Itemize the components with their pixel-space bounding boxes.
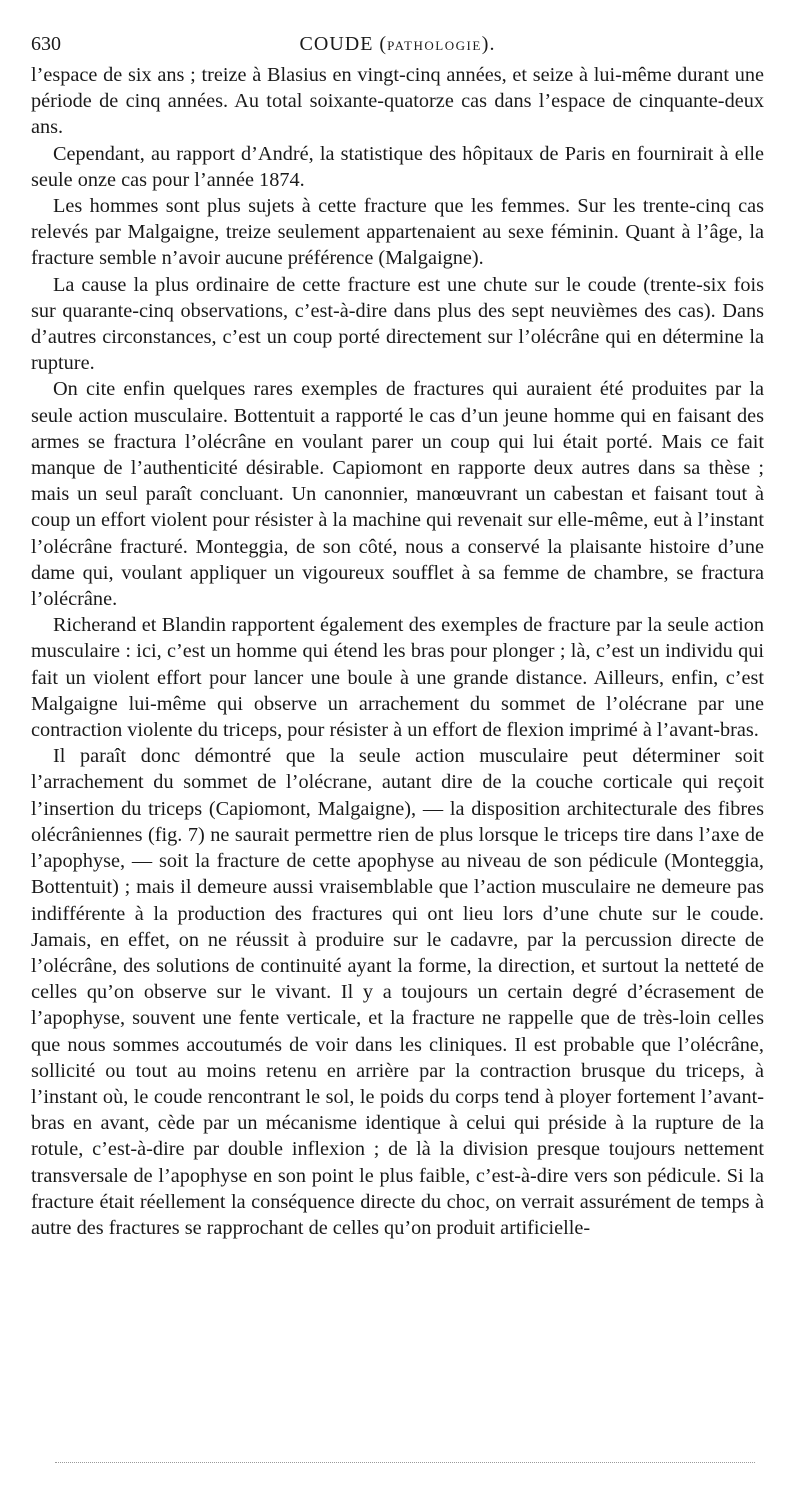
paragraph: Cependant, au rapport d’André, la statistique des hôpitaux de Paris en fournirait à elle seule onze cas pour l’année 1874. — [31, 142, 764, 191]
paragraph: On cite enfin quelques rares exemples de fractures qui auraient été produites par la seule action musculaire. Bottentuit a rapporté le cas d’un jeune homme qui en faisant des armes se fractura l’olécrâne en voulant parer un coup qui lui était porté. Mais ce fait manque de l’authenticité désirable. Capiomont en rapporte deux autres dans sa thèse ; mais un seul paraît concluant. Un canonnier, manœuvrant un cabestan et faisant tout à coup un effort violent pour résister à la machine qui revenait sur elle-même, eut à l’instant l’olécrâne fracturé. Monteggia, de son côté, nous a conservé la plaisante histoire d’une dame qui, voulant appliquer un vigoureux soufflet à sa femme de chambre, se fractura l’olécrâne. — [31, 378, 764, 611]
paragraph: Les hommes sont plus sujets à cette fracture que les femmes. Sur les trente-cinq cas relevés par Malgaigne, treize seulement appartenaient au sexe féminin. Quant à l’âge, la fracture semble n’avoir aucune préférence (Malgaigne). — [31, 195, 764, 270]
running-header — [31, 30, 764, 58]
book-page — [31, 30, 764, 1241]
paragraph: Il paraît donc démontré que la seule action musculaire peut déterminer soit l’arrachement du sommet de l’olécrane, autant dire de la couche corticale qui reçoit l’insertion du triceps (Capiomont, Malgaigne), — la disposition architecturale des fibres olécrâniennes (fig. 7) ne saurait permettre rien de plus lorsque le triceps tire dans l’axe de l’apophyse, — soit la fracture de cette apophyse au niveau de son pédicule (Monteggia, Bottentuit) ; mais il demeure aussi vraisemblable que l’action musculaire ne demeure pas indifférente à la production des fractures qui ont lieu lors d’une chute sur le coude. Jamais, en effet, on ne réussit à produire sur le cadavre, par la percussion directe de l’olécrâne, des solutions de continuité ayant la forme, la direction, et surtout la netteté de celles qu’on observe sur le vivant. Il y a toujours un certain degré d’écrasement de l’apophyse, souvent une fente verticale, et la fracture ne rappelle que de très-loin celles que nous sommes accoutumés de voir dans les cliniques. Il est probable que l’olécrâne, sollicité ou tout au moins retenu en arrière par la contraction brusque du triceps, à l’instant où, le coude rencontrant le sol, le poids du corps tend à ployer fortement l’avant-bras en avant, cède par un mécanisme identique à celui qui préside à la rupture de la rotule, c’est-à-dire par double inflexion ; de là la division presque toujours nettement transversale de l’apophyse en son point le plus faible, c’est-à-dire vers son pédicule. Si la fracture était réellement la conséquence directe du choc, on verrait assurément de temps à autre des fractures se rapprochant de celles qu’on produit artificielle- — [31, 745, 764, 1239]
running-title-section: PATHOLOGIE — [387, 38, 482, 53]
running-title-main: COUDE ( — [299, 33, 388, 55]
page-number: 630 — [31, 33, 61, 55]
running-title-end: ). — [481, 33, 496, 55]
body-text — [31, 62, 764, 1241]
paragraph: La cause la plus ordinaire de cette fracture est une chute sur le coude (trente-six fois sur quarante-cinq observations, c’est-à-dire dans plus des sept neuvièmes des cas). Dans d’autres circonstances, c’est un coup porté directement sur l’olécrâne qui en détermine la rupture. — [31, 273, 764, 375]
running-title — [31, 30, 764, 60]
paragraph: Richerand et Blandin rapportent également des exemples de fracture par la seule action musculaire : ici, c’est un homme qui étend les bras pour plonger ; là, c’est un individu qui fait un violent effort pour lancer une boule à une grande distance. Ailleurs, enfin, c’est Malgaigne lui-même qui observe un arrachement du sommet de l’olécrane par une contraction violente du triceps, pour résister à un effort de flexion imprimé à l’avant-bras. — [31, 614, 764, 742]
footer-rule — [55, 1462, 755, 1463]
paragraph-continued: l’espace de six ans ; treize à Blasius en vingt-cinq années, et seize à lui-même durant une période de cinq années. Au total soixante-quatorze cas dans l’espace de cinquante-deux ans. — [31, 64, 764, 139]
